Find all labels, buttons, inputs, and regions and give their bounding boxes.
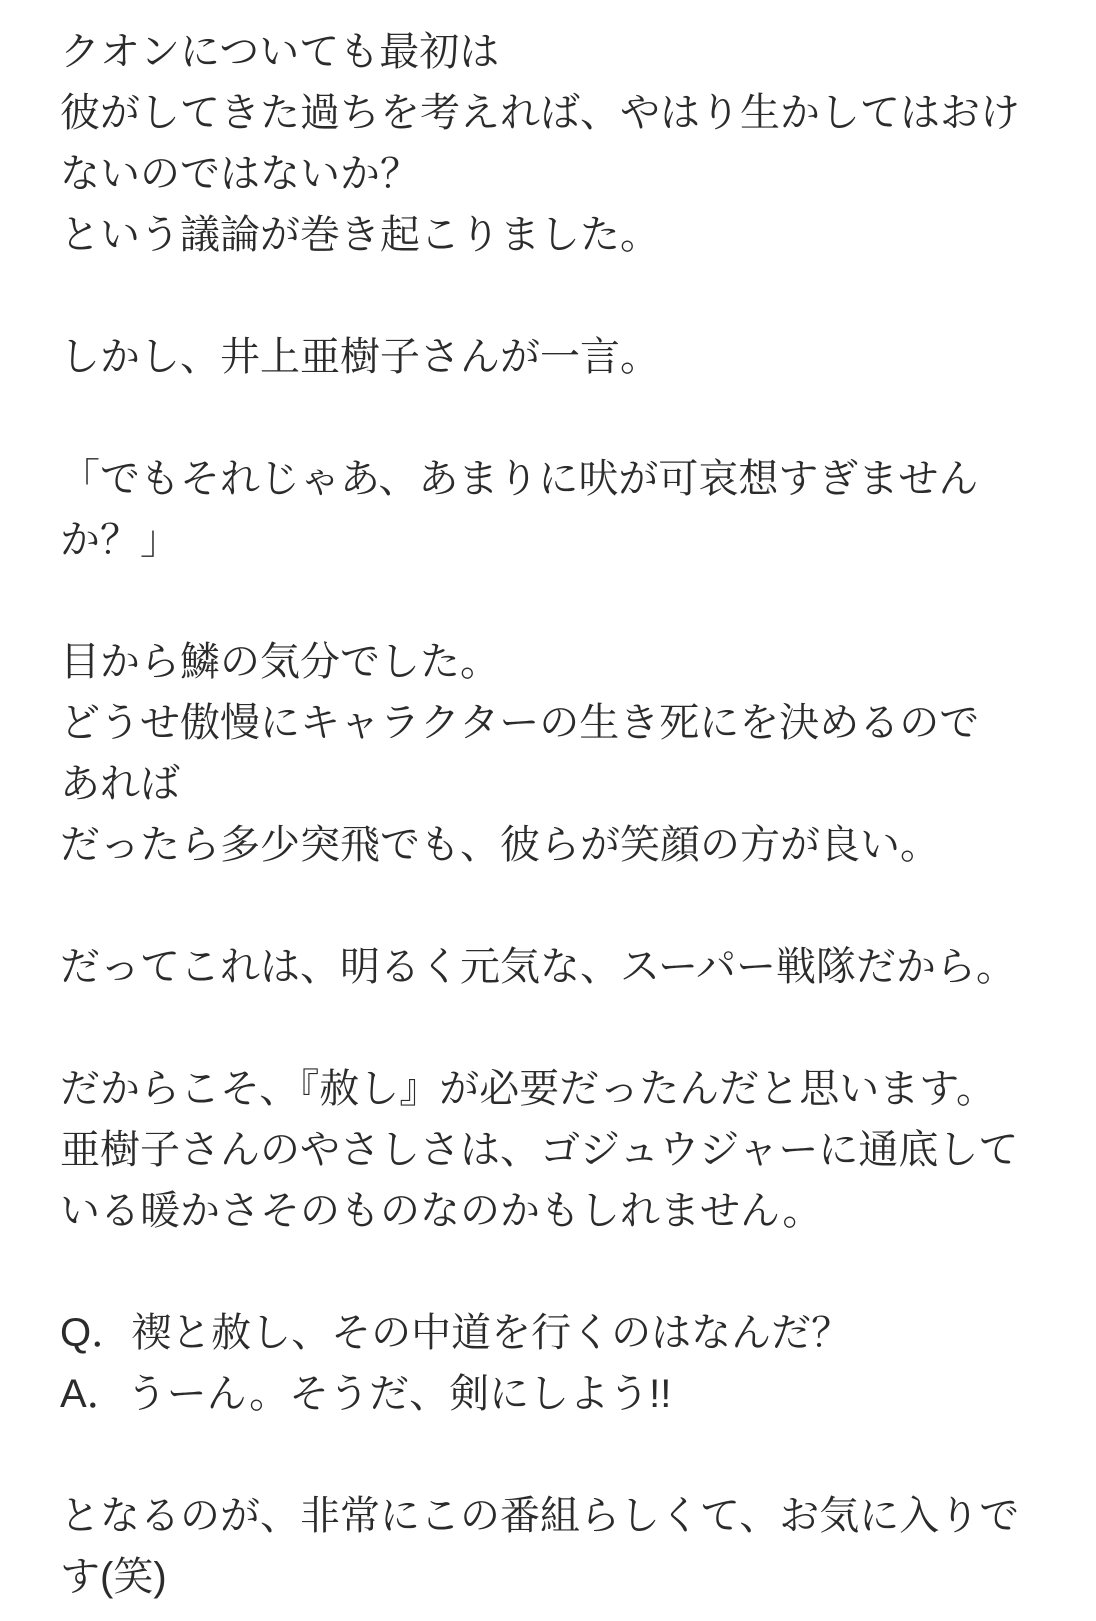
blank-line bbox=[60, 1425, 1056, 1486]
article-body bbox=[60, 22, 1056, 1608]
text-line: 目から鱗の気分でした。 bbox=[60, 640, 500, 684]
text-line: あれば bbox=[60, 762, 180, 806]
blank-line bbox=[60, 266, 1056, 327]
text-line: クオンについても最初は bbox=[60, 30, 500, 74]
text-line: だってこれは、明るく元気な、スーパー戦隊だから。 bbox=[60, 945, 1016, 989]
text-line: A．うーん。そうだ、剣にしよう!! bbox=[60, 1372, 672, 1416]
text-line: という議論が巻き起こりました。 bbox=[60, 213, 660, 257]
blank-line bbox=[60, 998, 1056, 1059]
blank-line bbox=[60, 388, 1056, 449]
text-line: だったら多少突飛でも、彼らが笑顔の方が良い。 bbox=[60, 823, 940, 867]
blank-line bbox=[60, 876, 1056, 937]
text-line: 亜樹子さんのやさしさは、ゴジュウジャーに通底して bbox=[60, 1128, 1019, 1172]
text-line: ないのではないか？ bbox=[60, 152, 420, 196]
text-line: しかし、井上亜樹子さんが一言。 bbox=[60, 335, 660, 379]
text-line: か？」 bbox=[60, 518, 180, 562]
text-line: 「でもそれじゃあ、あまりに吠が可哀想すぎません bbox=[60, 457, 979, 501]
text-line: だからこそ、『赦し』が必要だったんだと思います。 bbox=[60, 1067, 996, 1111]
text-line: どうせ傲慢にキャラクターの生き死にを決めるので bbox=[60, 701, 980, 745]
text-line: いる暖かさそのものなのかもしれません。 bbox=[60, 1189, 823, 1233]
text-line: Q．禊と赦し、その中道を行くのはなんだ？ bbox=[60, 1311, 852, 1355]
blank-line bbox=[60, 1242, 1056, 1303]
text-line: となるのが、非常にこの番組らしくて、お気に入りで bbox=[60, 1494, 1020, 1538]
text-line: す(笑) bbox=[60, 1555, 167, 1599]
text-line: 彼がしてきた過ちを考えれば、やはり生かしてはおけ bbox=[60, 91, 1020, 135]
blank-line bbox=[60, 571, 1056, 632]
